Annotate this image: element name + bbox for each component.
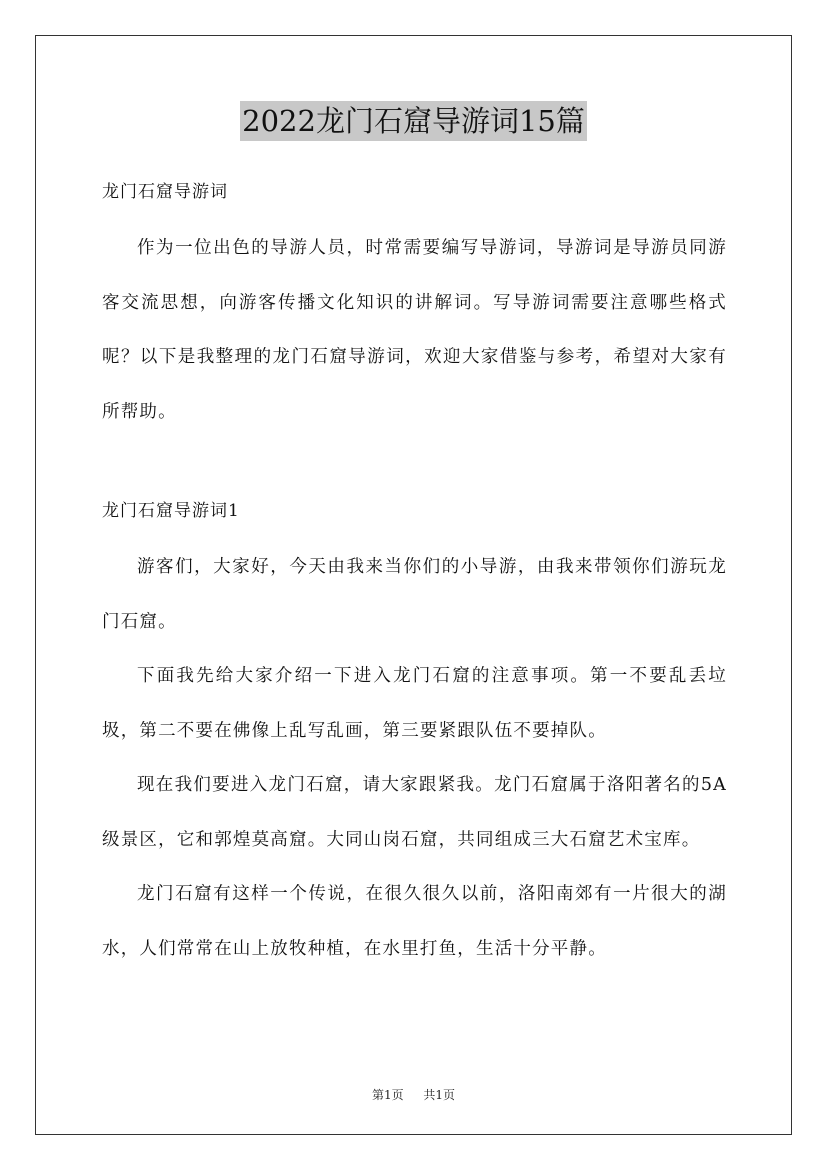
page-footer [0,1087,827,1103]
intro-heading: 龙门石窟导游词 [102,182,228,202]
page-total: 共1页 [423,1088,455,1102]
title-container [0,101,827,141]
document-title: 2022龙门石窟导游词15篇 [240,101,587,141]
intro-paragraph: 作为一位出色的导游人员，时常需要编写导游词，导游词是导游员同游客交流思想，向游客传播文化知识的讲解词。写导游词需要注意哪些格式呢？以下是我整理的龙门石窟导游词，欢迎大家借鉴与参考，希望对大家有所帮助。 [102,238,727,422]
section-paragraph: 现在我们要进入龙门石窟，请大家跟紧我。龙门石窟属于洛阳著名的5A级景区，它和郭煌莫高窟。大同山岗石窟，共同组成三大石窟艺术宝库。 [102,775,727,850]
document-body [102,172,727,976]
section-paragraph: 龙门石窟有这样一个传说，在很久很久以前，洛阳南郊有一片很大的湖水，人们常常在山上放牧种植，在水里打鱼，生活十分平静。 [102,884,727,959]
section-heading: 龙门石窟导游词1 [102,501,240,521]
section-paragraph: 下面我先给大家介绍一下进入龙门石窟的注意事项。第一不要乱丢垃圾，第二不要在佛像上乱写乱画，第三要紧跟队伍不要掉队。 [102,666,727,741]
page-number: 第1页 [372,1088,404,1102]
section-paragraph: 游客们，大家好，今天由我来当你们的小导游，由我来带领你们游玩龙门石窟。 [102,557,727,632]
